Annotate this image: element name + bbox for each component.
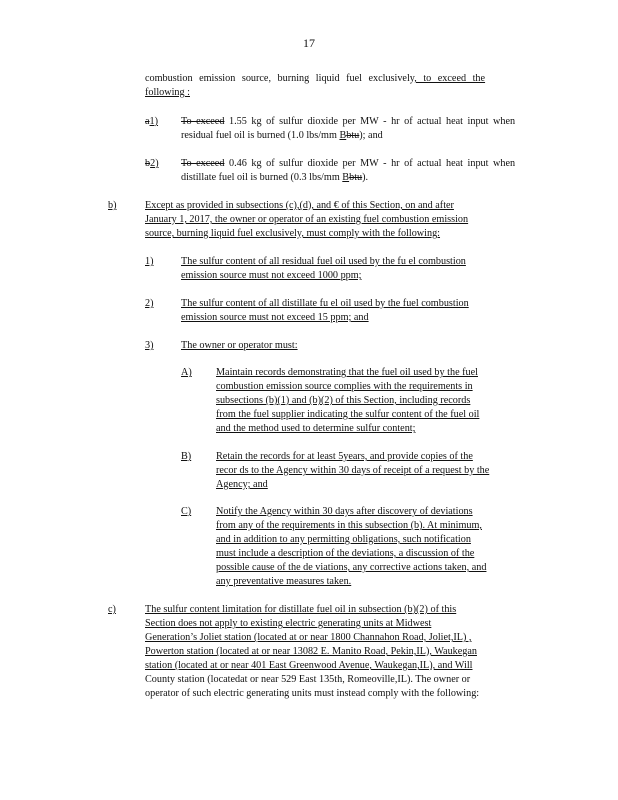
- section-c-line-6: County station (locatedat or near 529 East 135th, Romeoville,IL). The owner or: [145, 674, 471, 685]
- section-c-line-3: Generation’s Joliet station (located at or near 1800 Channahon Road, Joliet,IL) ,: [145, 632, 472, 643]
- item-B-line-1: Retain the records for at least 5years, and provide copies of the: [216, 451, 473, 462]
- section-b-line-3: source, burning liquid fuel exclusively, must comply with the following:: [145, 228, 441, 239]
- item-a1-text-3: ); and: [359, 130, 383, 141]
- deleted-text: To exceed: [181, 116, 225, 127]
- item-b1-line-1: The sulfur content of all residual fuel oil used by the fu el combustion: [181, 256, 466, 267]
- section-b-line-1: Except as provided in subsections (c),(d), and € of this Section, on and after: [145, 200, 454, 211]
- item-b2-label: [145, 157, 159, 171]
- item-A-line-2: combustion emission source complies with the requirements in: [216, 381, 473, 392]
- item-a1-line-2: [181, 129, 383, 143]
- item-A-line-5: and the method used to determine sulfur content;: [216, 423, 416, 434]
- section-c-line-2: Section does not apply to existing electric generating units at Midwest: [145, 618, 432, 629]
- section-c-label: c): [108, 604, 116, 615]
- item-b2-text: 0.46 kg of sulfur dioxide per MW - hr of actual heat input when: [224, 158, 516, 169]
- inserted-b: B: [339, 130, 347, 141]
- deleted-btu: btu: [346, 130, 360, 141]
- inserted-number: 2): [150, 158, 159, 169]
- item-B-line-2: recor ds to the Agency within 30 days of receipt of a request by the: [216, 465, 490, 476]
- item-b1-line-2: emission source must not exceed 1000 ppm;: [181, 270, 362, 281]
- item-A-label: A): [181, 367, 192, 378]
- section-c-line-4: Powerton station (located at or near 13082 E. Manito Road, Pekin,IL), Waukegan: [145, 646, 477, 657]
- section-b-label: b): [108, 200, 117, 211]
- item-b2new-line-1: The sulfur content of all distillate fu el oil used by the fuel combustion: [181, 298, 469, 309]
- section-c-line-1: The sulfur content limitation for distillate fuel oil in subsection (b)(2) of this: [145, 604, 457, 615]
- intro-text: combustion emission source, burning liquid fuel exclusively: [145, 73, 415, 84]
- item-A-line-3: subsections (b)(1) and (b)(2) of this Section, including records: [216, 395, 471, 406]
- page-number: 17: [303, 36, 315, 50]
- item-b2new-line-2: emission source must not exceed 15 ppm; and: [181, 312, 369, 323]
- inserted-number: 1): [149, 116, 159, 127]
- item-a1-line-1: [181, 115, 515, 129]
- item-B-label: B): [181, 451, 192, 462]
- item-C-line-6: any preventative measures taken.: [216, 576, 352, 587]
- item-C-line-4: must include a description of the deviations, a discussion of the: [216, 548, 475, 559]
- item-B-line-3: Agency; and: [216, 479, 268, 490]
- item-C-line-3: and in addition to any permitting obligations, such notification: [216, 534, 471, 545]
- item-A-line-1: Maintain records demonstrating that the fuel oil used by the fuel: [216, 367, 478, 378]
- item-A-line-4: from the fuel supplier indicating the sulfur content of the fuel oil: [216, 409, 480, 420]
- section-c-line-5: station (located at or near 401 East Greenwood Avenue, Waukegan,IL), and Will: [145, 660, 473, 671]
- item-C-line-5: possible cause of the de viations, any corrective actions taken, and: [216, 562, 487, 573]
- intro-line-2: following :: [145, 87, 190, 98]
- section-b-line-2: January 1, 2017, the owner or operator of an existing fuel combustion emission: [145, 214, 469, 225]
- item-b2new-label: 2): [145, 298, 154, 309]
- item-a1-label: [145, 115, 158, 129]
- item-b1-label: 1): [145, 256, 154, 267]
- item-b2-text-2: distillate fuel oil is burned (0.3 lbs/mm: [181, 172, 343, 183]
- section-c-line-7: operator of such electric generating units must instead comply with the following:: [145, 688, 480, 699]
- deleted-letter: a: [145, 116, 150, 127]
- item-a1-text: 1.55 kg of sulfur dioxide per MW - hr of actual heat input when: [224, 116, 516, 127]
- inserted-b: B: [342, 172, 350, 183]
- deleted-btu: btu: [349, 172, 363, 183]
- item-b2-text-3: ).: [362, 172, 369, 183]
- intro-line-1: [145, 72, 485, 86]
- deleted-letter: b: [145, 158, 151, 169]
- intro-inserted-text: , to exceed the: [414, 73, 486, 84]
- item-C-label: C): [181, 506, 192, 517]
- item-b3-text: The owner or operator must:: [181, 340, 298, 351]
- item-a1-text-2: residual fuel oil is burned (1.0 lbs/mm: [181, 130, 340, 141]
- item-b2-line-1: [181, 157, 515, 171]
- deleted-text: To exceed: [181, 158, 225, 169]
- item-b2-line-2: [181, 171, 368, 185]
- item-b3-label: 3): [145, 340, 154, 351]
- item-C-line-2: from any of the requirements in this subsection (b). At minimum,: [216, 520, 482, 531]
- item-C-line-1: Notify the Agency within 30 days after discovery of deviations: [216, 506, 473, 517]
